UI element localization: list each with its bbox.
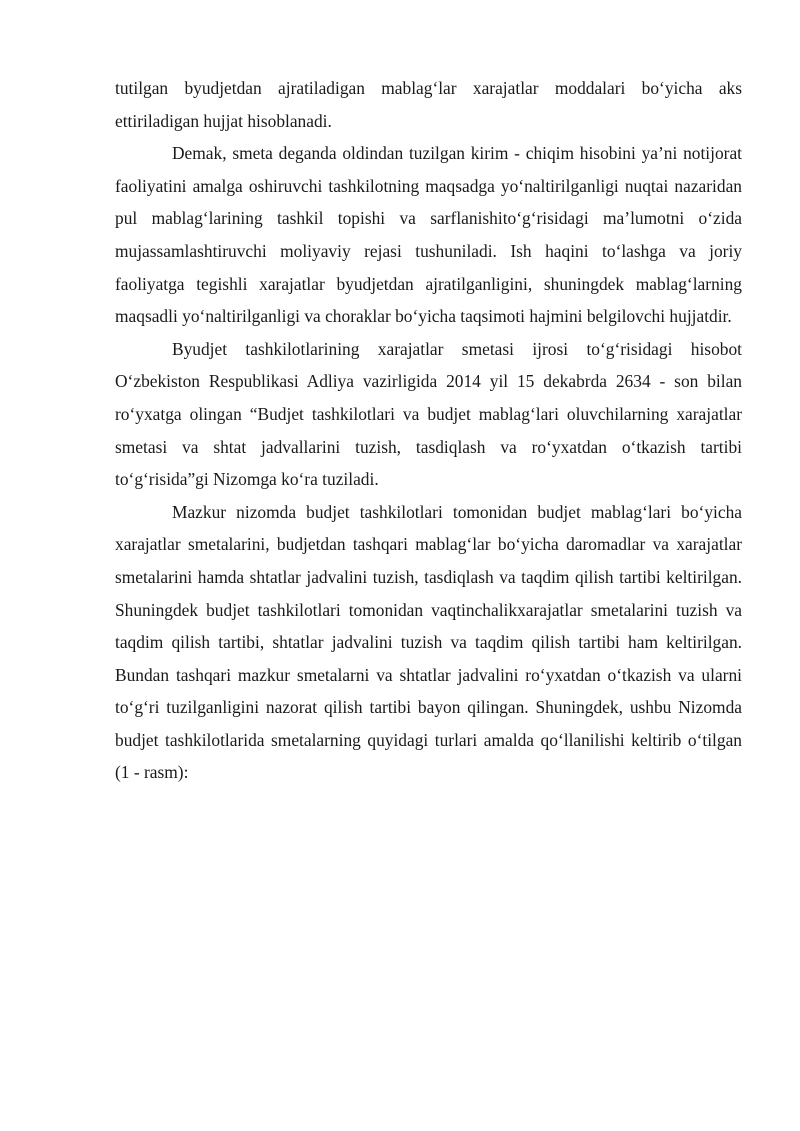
paragraph-continuation: tutilgan byudjetdan ajratiladigan mablag‘lar xarajatlar moddalari bo‘yicha aks ettiriladigan hujjat hisoblanadi. <box>115 78 742 131</box>
paragraph-regulation: Mazkur nizomda budjet tashkilotlari tomonidan budjet mablag‘lari bo‘yicha xarajatlar smetalarini, budjetdan tashqari mablag‘lar bo‘yicha daromadlar va xarajatlar smetalarini hamda shtatlar jadvalini tuzish, tasdiqlash va taqdim qilish tartibi keltirilgan. Shuningdek budjet tashkilotlari tomonidan vaqtinchalikxarajatlar smetalarini tuzish va taqdim qilish tartibi, shtatlar jadvalini tuzish va taqdim qilish tartibi ham keltirilgan. Bundan tashqari mazkur smetalarni va shtatlar jadvalini ro‘yxatdan o‘tkazish va ularni to‘g‘ri tuzilganligini nazorat qilish tartibi bayon qilingan. Shuningdek, ushbu Nizomda budjet tashkilotlarida smetalarning quyidagi turlari amalda qo‘llanilishi keltirib o‘tilgan (1 - rasm): <box>115 501 742 783</box>
paragraph-budget-report: Byudjet tashkilotlarining xarajatlar smetasi ijrosi to‘g‘risidagi hisobot O‘zbekiston Respublikasi Adliya vazirligida 2014 yil 15 dekabrda 2634 - son bilan ro‘yxatga olingan “Budjet tashkilotlari va budjet mablag‘lari oluvchilarning xarajatlar smetasi va shtat jadvallarini tuzish, tasdiqlash va ro‘yxatdan o‘tkazish tartibi to‘g‘risida”gi Nizomga ko‘ra tuziladi. <box>115 338 742 490</box>
document-body <box>115 72 742 789</box>
paragraph-smeta-definition: Demak, smeta deganda oldindan tuzilgan kirim - chiqim hisobini ya’ni notijorat faoliyatini amalga oshiruvchi tashkilotning maqsadga yo‘naltirilganligi nuqtai nazaridan pul mablag‘larining tashkil topishi va sarflanishito‘g‘risidagi ma’lumotni o‘zida mujassamlashtiruvchi moliyaviy rejasi tushuniladi. Ish haqini to‘lashga va joriy faoliyatga tegishli xarajatlar byudjetdan ajratilganligini, shuningdek mablag‘larning maqsadli yo‘naltirilganligi va choraklar bo‘yicha taqsimoti hajmini belgilovchi hujjatdir. <box>115 143 742 327</box>
